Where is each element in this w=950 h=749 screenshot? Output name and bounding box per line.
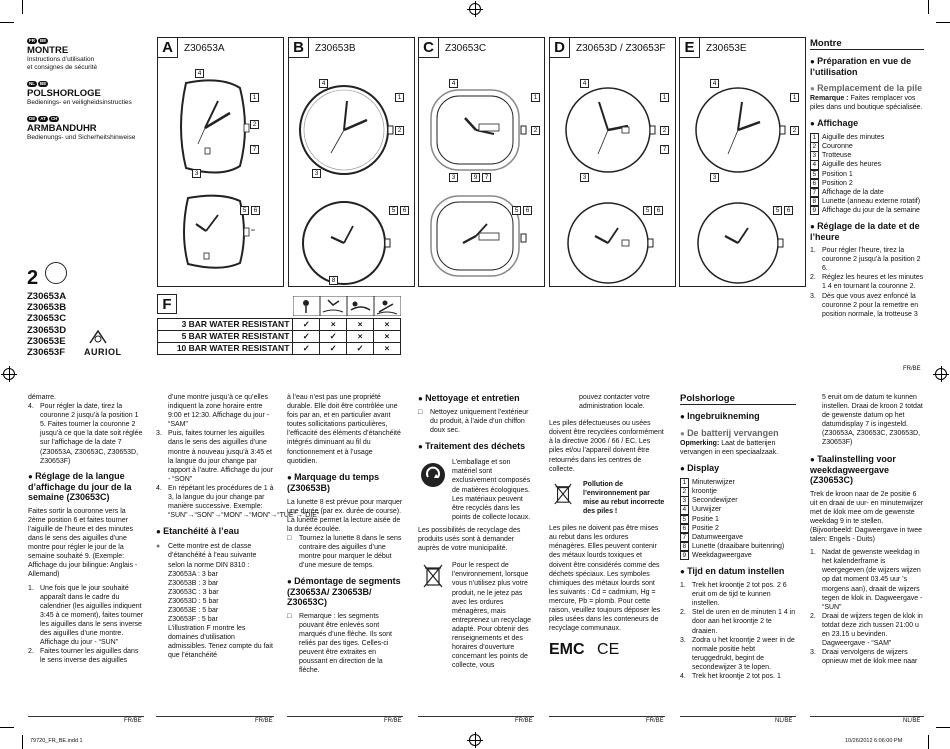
list-item: 5 Position 1 <box>810 170 924 179</box>
heading-taalinstelling: ● Taalinstelling voor weekdagweergave (Z30653C) <box>810 454 924 485</box>
list-item: 1. Trek het kroontje 2 tot pos. 2 6 eruit om de tijd te kunnen instellen. <box>680 582 787 608</box>
panel-e: E Z30653E 4 1 2 3 5 6 <box>679 37 806 287</box>
heading-nettoyage: ● Nettoyage et entretien <box>418 393 534 404</box>
heading-tijd-datum: ● Tijd en datum instellen <box>680 566 796 577</box>
list-item: 8 Lunette (draaibare buitenring) <box>680 542 796 551</box>
list-item: 7 Affichage de la date <box>810 188 924 197</box>
list-item: 1 Aiguille des minutes <box>810 133 924 142</box>
callout-4: 4 <box>580 79 589 88</box>
callout-5: 5 <box>643 206 652 215</box>
table-row: 3 BAR WATER RESISTANT ✓ × × × <box>158 319 401 331</box>
brand-logo <box>84 330 122 359</box>
callout-6: 6 <box>400 206 409 215</box>
list-item: 3 Secondewijzer <box>680 496 796 505</box>
callout-3: 3 <box>580 173 589 182</box>
list-item: 4 Uurwijzer <box>680 505 796 514</box>
callout-5: 5 <box>773 206 782 215</box>
list-item: 4. En répétant les procédures de 1 à 3, la langue du jour change par manière successive. Exemple: “SUN”→“SON”→“MON”→“MON”→“TUE”→“DIE” <box>156 484 320 520</box>
subtitle-armbanduhr: Bedienungs- und Sicherheitshinweise <box>27 134 136 142</box>
callout-3: 3 <box>449 173 458 182</box>
list-item: 9 Affichage du jour de la semaine <box>810 206 924 215</box>
callout-6: 6 <box>251 206 260 215</box>
list-item: 9 Weekdagweergave <box>680 551 796 560</box>
registration-mark-left <box>3 368 15 380</box>
flag-row-fr: FR BE <box>29 38 47 43</box>
heading-reglage: ● Réglage de la date et de l’heure <box>810 221 924 242</box>
model-list: Z30653A Z30653B Z30653C Z30653D Z30653E Z30653F <box>27 291 67 359</box>
battery-warning: Pollution de l’environnement par mise au rebut incorrecte des piles ! <box>549 480 665 516</box>
opmerking: Opmerking: Laat de batterijen vervangen in een speciaalzaak. <box>680 440 779 457</box>
bottom-column-1: démarre. 4. Pour régler la date, tirez la couronne 2 jusqu’à la position 1 5. Faites tourner la couronne 2 jusqu’à ce que la date soit réglée sur l’affichage de la date 7 (Z30653A, Z30653C, Z30653D, Z30653F) ● Réglage de la langue d’affichage du jour de la semaine (Z30653C) Faites sortir la couronne vers la 2ème position 6 et faites tourner l’aiguille de l’heure et des minutes dans le sens des aiguilles d’une montre pour régler le jour de la semaine souhaité 9. (Exemple: Affichage du jour bilingue: Anglais - Allemand) 1. Une fois que le jour souhaité apparaît dans le cadre du calendrier (les aiguilles indiquent 3:45 à ce moment), faites tourner les aiguilles dans le sens inverse des aiguilles d’une montre. Affichage du jour - “SUN” 2. Faites tourner les aiguilles dans le sens inverse des aiguilles <box>28 393 145 665</box>
list-item: 3. Puis, faites tourner les aiguilles dans le sens des aiguilles d’une montre à nouveau jusqu’à 3:45 et la langue du jour change par rapport à l’autre. Affichage du jour - “SON” <box>156 430 273 483</box>
callout-7: 7 <box>250 145 259 154</box>
list-item: 8 Lunette (anneau externe rotatif) <box>810 197 924 206</box>
water-activity-icon-row <box>293 296 401 316</box>
footer: FR/BE <box>124 718 142 724</box>
footer: NL/BE <box>903 718 921 724</box>
list-item: 4. Pour régler la date, tirez la couronne 2 jusqu’à la position 1 5. Faites tourner la couronne 2 jusqu’à ce que la date soit réglée sur l’affichage de la date 7 (Z30653A, Z30653C, Z30653D, Z30653F) <box>28 403 143 465</box>
callout-5: 5 <box>240 206 249 215</box>
panel-a: A Z30653A 4 1 2 7 3 5 6 <box>157 37 284 287</box>
list-item: 2 Couronne <box>810 142 924 151</box>
flag-row-nl: NL BE <box>29 81 47 87</box>
callout-4: 4 <box>710 79 719 88</box>
callout-4: 4 <box>449 79 458 88</box>
panel-c: C Z30653C 4 1 2 3 9 7 5 6 <box>418 37 545 287</box>
callout-2: 2 <box>250 120 259 129</box>
panel-d: D Z30653D / Z30653F 4 1 2 7 3 5 6 <box>549 37 676 287</box>
list-item: □ Remarque : les segments pouvant être enlevés sont marqués d’une flèche. Ils sont reliés par des tiges. Celles-ci peuvent être extraites en poussant en direction de la flèche. <box>287 612 392 675</box>
bottom-column-4: ● Nettoyage et entretien □ Nettoyez uniquement l’extérieur du produit, à l’aide d’un chiffon doux sec. ● Traitement des déchets L’emballage et son matériel sont exclusivement composés de matières écologiques. Les matériaux peuvent être recyclés dans les points de collecte locaux. Les possibilités de recyclage des produits usés sont à demander auprès de votre municipalité. Pour le respect de l’environnement, lorsque vous n’utilisez plus votre produit, ne le jetez pas avec les ordures ménagères, mais entreprenez un recyclage adapté. Pour obtenir des renseignements et des horaires d’ouverture concernant les points de collecte, vous <box>418 393 534 670</box>
page-number: 2 <box>27 267 39 289</box>
list-item: ● Cette montre est de classe d’étanchéité à l’eau suivante selon la norme DIN 8310 : <box>156 543 257 569</box>
list-item: 2. Réglez les heures et les minutes 1 4 en tournant la couronne 2. <box>810 274 924 291</box>
panel-f: F 3 BAR WATER RESISTANT ✓ × × × 5 BAR WATER RESISTANT ✓ ✓ × × 10 BAR WATER RESISTANT ✓ ✓ ✓ × <box>157 294 401 358</box>
water-resistance-table <box>157 318 401 355</box>
heading-affichage: ● Affichage <box>810 118 924 129</box>
crossed-bin-icon <box>553 482 573 506</box>
heading-display: ● Display <box>680 463 796 474</box>
callout-3: 3 <box>312 169 321 178</box>
list-item: 3 Trotteuse <box>810 151 924 160</box>
remarque: Remarque : Faites remplacer vos piles dans und boutique spécialisée. <box>810 95 923 112</box>
list-item: 7 Datumweergave <box>680 533 796 542</box>
heading-etancheite: ● Etanchéité à l’eau <box>156 526 274 537</box>
heading-ingebruikneming: ● Ingebruikneming <box>680 411 796 422</box>
heading-dechets: ● Traitement des déchets <box>418 441 534 452</box>
callout-1: 1 <box>790 93 799 102</box>
callout-2: 2 <box>395 126 404 135</box>
list-item: 3. Dès que vous avez enfoncé la couronne 2 pour la remettre en position normale, la trotteuse 3 <box>810 292 919 318</box>
callout-8: 8 <box>329 276 338 285</box>
callout-2: 2 <box>531 126 540 135</box>
emc-mark: EMC <box>549 641 585 659</box>
callout-4: 4 <box>319 79 328 88</box>
callout-7: 7 <box>482 173 491 182</box>
list-item: □ Tournez la lunette 8 dans le sens contraire des aiguilles d’une montre pour marquer le début d’une mesure de temps. <box>287 535 402 570</box>
crossed-bin-icon <box>422 563 444 589</box>
emc-ce-marks <box>549 641 665 659</box>
heading-preparation: ● Préparation en vue de l’utilisation <box>810 56 924 77</box>
list-item: 4 Aiguille des heures <box>810 160 924 169</box>
list-item: 1. Pour régler l’heure, tirez la couronne 2 jusqu’à la position 2 6. <box>810 247 921 273</box>
ce-mark: CE <box>597 641 620 659</box>
bottom-column-7: 5 eruit om de datum te kunnen instellen. Draai de kroon 2 totdat de gewenste datum op het datumdisplay 7 is ingesteld. (Z30653A, Z30653C, Z30653D, Z30653F) ● Taalinstelling voor weekdagweergave (Z30653C) Trek de kroon naar de 2e positie 6 uit en draai de uur- en minutenwijzer met de klok mee om de gewenste weekdag 9 in te stellen. (Bijvoorbeeld: Dagweergave in twee talen: Engels - Duits) 1. Nadat de gewenste weekdag in het kalenderframe is weergegeven (de wijzers wijzen op dat moment 03.45 uur ’s morgens aan), draait de wijzers tegen de klok in. Dagweergave - “SUN” 2. Draai de wijzers tegen de klok in totdat deze zich tussen 21:00 u en 23.15 u bevinden. Dagweergave - “SAM” 3. Draai vervolgens de wijzers opnieuw met de klok mee naar <box>810 393 924 666</box>
slug-left: 79720_FR_BE.indd 1 <box>30 738 83 744</box>
callout-3: 3 <box>710 173 719 182</box>
callout-3: 3 <box>192 169 201 178</box>
language-header <box>27 36 147 142</box>
flag-row-de: DE AT CH <box>29 116 58 122</box>
bottom-column-2: d’une montre jusqu’à ce qu’elles indiquent la zone horaire entre 9:00 et 12:30. Affichage du jour - “SAM” 3. Puis, faites tourner les aiguilles dans le sens des aiguilles d’une montre à nouveau jusqu’à 3:45 et la langue du jour change par rapport à l’autre. Affichage du jour - “SON” 4. En répétant les procédures de 1 à 3, la langue du jour change par manière successive. Exemple: “SUN”→“SON”→“MON”→“MON”→“TUE”→“DIE” ● Etanchéité à l’eau ● Cette montre est de classe d’étanchéité à l’eau suivante selon la norme DIN 8310 : Z30653A : 3 bar Z30653B : 3 bar Z30653C : 3 bar Z30653D : 5 bar Z30653E : 5 bar Z30653F : 5 bar L’illustration F montre les domaines d’utilisation admissibles. Tenez compte du fait que l’étanchéité <box>156 393 274 661</box>
auriol-logo-icon <box>88 330 108 344</box>
callout-6: 6 <box>654 206 663 215</box>
affichage-list <box>810 133 924 215</box>
list-item: 5 Positie 1 <box>680 515 796 524</box>
callout-7: 7 <box>660 145 669 154</box>
subtitle-montre-1: Instructions d’utilisation <box>27 56 95 64</box>
list-item: 3. Zodra u het kroontje 2 weer in de normale positie hebt teruggedrukt, begint de secondewijzer 3 te lopen. <box>680 636 795 671</box>
watch-c-drawing <box>419 38 546 288</box>
bottom-column-3: à l’eau n’est pas une propriété durable. Elle doit être contrôlée une fois par an, et en particulier avant toutes sollicitations particulières, l’efficacité des éléments d’étanchéité intégrés diminuant au fil du fonctionnement et à l’usage quotidien. ● Marquage du temps (Z30653B) La lunette 8 est prévue pour marquer une durée (par ex. durée de course). La lunette permet la lecture aisée de la durée écoulée. □ Tournez la lunette 8 dans le sens contraire des aiguilles d’une montre pour marquer le début d’une mesure de temps. ● Démontage de segments (Z30653A/ Z30653B/ Z30653C) □ Remarque : les segments pouvant être enlevés sont marqués d’une flèche. Ils sont reliés par des tiges. Celles-ci peuvent être extraites en poussant en direction de la flèche. <box>287 393 403 675</box>
watch-a-drawing <box>158 38 285 288</box>
bottom-column-6 <box>680 393 796 681</box>
recycle-icon <box>420 462 446 488</box>
list-item: 2 kroontje <box>680 487 796 496</box>
table-row: 5 BAR WATER RESISTANT ✓ ✓ × × <box>158 331 401 343</box>
title-polshorloge: POLSHORLOGE <box>27 88 101 100</box>
subtitle-polshorloge: Bedienings- en veiligheidsinstructies <box>27 99 132 107</box>
list-item: 1. Nadat de gewenste weekdag in het kalenderframe is weergegeven (de wijzers wijzen op dat moment 03.45 uur ’s morgens aan), draait de wijzers tegen de klok in. Dagweergave - “SUN” <box>810 549 923 611</box>
callout-1: 1 <box>250 93 259 102</box>
callout-2: 2 <box>660 126 669 135</box>
list-item: 6 Positie 2 <box>680 524 796 533</box>
callout-5: 5 <box>389 206 398 215</box>
activity-icons <box>293 296 401 316</box>
recycle-block: L’emballage et son matériel sont exclusivement composés de matières écologiques. Les matériaux peuvent être recyclés dans les points de collecte locaux. <box>418 458 534 522</box>
watch-d-drawing <box>550 38 677 288</box>
brand-name: AURIOL <box>84 347 122 358</box>
list-item: 2. Faites tourner les aiguilles dans le sens inverse des aiguilles <box>28 648 139 665</box>
registration-mark-bottom <box>469 734 481 746</box>
list-item: 2. Draai de wijzers tegen de klok in totdat deze zich tussen 21:00 u en 23.15 u bevinden. Dagweergave - “SAM” <box>810 612 923 648</box>
registration-mark-right <box>935 368 947 380</box>
footer-top-right: FR/BE <box>903 366 921 372</box>
heading-marquage: ● Marquage du temps (Z30653B) <box>287 472 403 493</box>
list-item: □ Nettoyez uniquement l’extérieur du produit, à l’aide d’un chiffon doux sec. <box>418 409 529 435</box>
list-item: 3. Draai vervolgens de wijzers opnieuw met de klok mee naar <box>810 649 918 666</box>
title-montre: MONTRE <box>27 45 69 57</box>
subtitle-montre-2: et consignes de sécurité <box>27 64 98 72</box>
callout-1: 1 <box>531 93 540 102</box>
callout-4: 4 <box>195 69 204 78</box>
callout-1: 1 <box>660 93 669 102</box>
list-item: 1. Une fois que le jour souhaité apparaît dans le cadre du calendrier (les aiguilles indiquent 3:45 à ce moment), faites tourner les aiguilles dans le sens inverse des aiguilles d’une montre. Affichage du jour - “SUN” <box>28 584 144 647</box>
heading-pile: ● Remplacement de la pile <box>810 83 924 94</box>
montre-column <box>810 38 924 319</box>
bottom-column-5: pouvez contacter votre administration locale. Les piles défectueuses ou usées doivent être recyclées conformément à la directive 2006 / 66 / EC. Les piles et/ou l’appareil doivent être retournés dans les centres de collecte. Pollution de l’environnement par mise au rebut incorrecte des piles ! Les piles ne doivent pas être mises au rebut dans les ordures ménagères. Elles peuvent contenir des métaux lourds toxiques et doivent être considérés comme des déchets spéciaux. Les symboles chimiques des métaux lourds sont les suivants : Cd = cadmium, Hg = mercure, Pb = plomb. Pour cette raison, veuillez toujours déposer les piles usées dans les conteneurs de recyclage communaux. EMC CE <box>549 394 665 659</box>
heading-demontage: ● Démontage de segments (Z30653A/ Z30653B/ Z30653C) <box>287 576 403 607</box>
table-row: 10 BAR WATER RESISTANT ✓ ✓ ✓ × <box>158 343 401 355</box>
footer: FR/BE <box>515 718 533 724</box>
footer: FR/BE <box>255 718 273 724</box>
footer: FR/BE <box>384 718 402 724</box>
list-item: 6 Position 2 <box>810 179 924 188</box>
callout-5: 5 <box>512 206 521 215</box>
footer: NL/BE <box>775 718 793 724</box>
section-title-montre: Montre <box>810 38 924 50</box>
callout-2: 2 <box>790 126 799 135</box>
list-item: 2. Stel de uren en de minuten 1 4 in door aan het kroontje 2 te draaien. <box>680 609 796 635</box>
watch-b-drawing <box>289 38 416 288</box>
class-list: Z30653A : 3 bar Z30653B : 3 bar Z30653C : 3 bar Z30653D : 5 bar Z30653E : 5 bar Z30653F : 5 bar L’illustration F montre les domaines d’utilisation admissibles. Tenez compte du fait que l’étanchéité <box>168 570 273 660</box>
bin-block: Pour le respect de l’environnement, lorsque vous n’utilisez plus votre produit, ne le jetez pas avec les ordures ménagères, mais entreprenez un recyclage adapté. Pour obtenir des renseignements et des horaires d’ouverture concernant les points de collecte, vous <box>418 561 534 670</box>
callout-6: 6 <box>523 206 532 215</box>
panel-b: B Z30653B 4 1 2 3 5 6 8 <box>288 37 415 287</box>
title-armbanduhr: ARMBANDUHR <box>27 123 97 135</box>
registration-mark-top <box>469 3 481 15</box>
footer: FR/BE <box>646 718 664 724</box>
callout-6: 6 <box>784 206 793 215</box>
slug-right: 10/26/2012 6:06:00 PM <box>845 738 903 744</box>
heading-batterij: ● De batterij vervangen <box>680 428 796 439</box>
page-circle-icon <box>45 262 67 284</box>
list-item: 1 Minutenwijzer <box>680 478 796 487</box>
callout-1: 1 <box>395 93 404 102</box>
watch-e-drawing <box>680 38 807 288</box>
heading-langue: ● Réglage de la langue d’affichage du jour de la semaine (Z30653C) <box>28 471 145 502</box>
section-title-polshorloge: Polshorloge <box>680 393 796 405</box>
callout-9: 9 <box>471 173 480 182</box>
list-item: 4. Trek het kroontje 2 tot pos. 1 <box>680 672 781 680</box>
